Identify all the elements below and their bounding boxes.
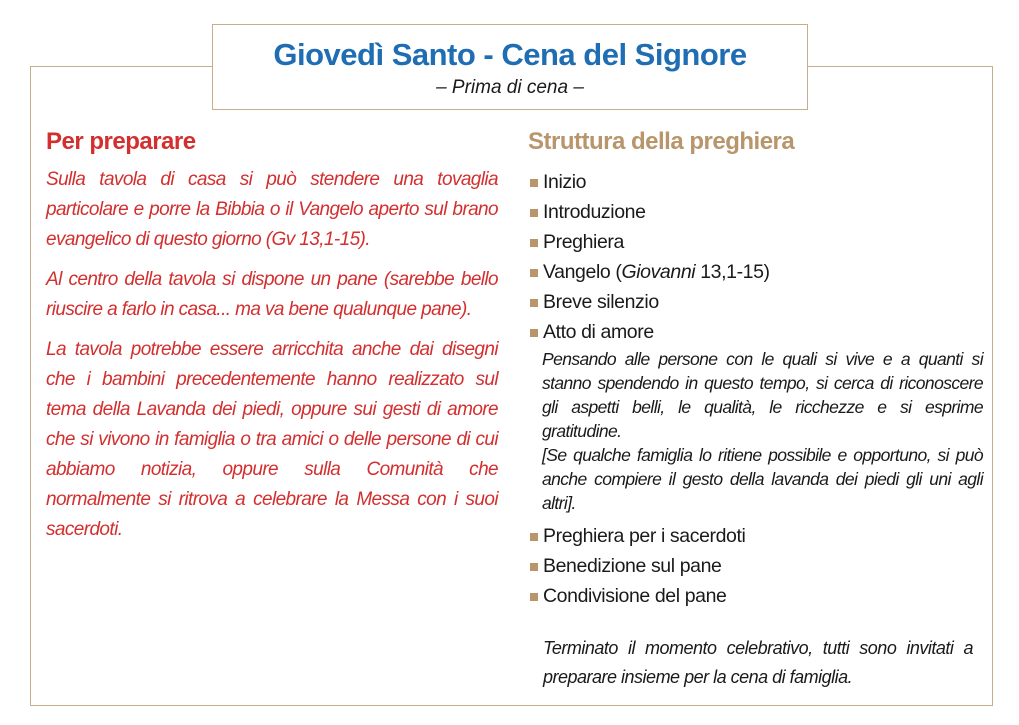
vangelo-prefix: Vangelo ( <box>543 261 622 283</box>
list-item-label: Condivisione del pane <box>543 585 727 607</box>
vangelo-suffix: 13,1-15) <box>695 261 770 283</box>
page-title: Giovedì Santo - Cena del Signore <box>273 37 747 72</box>
square-bullet-icon <box>530 209 538 217</box>
square-bullet-icon <box>530 533 538 541</box>
square-bullet-icon <box>530 269 538 277</box>
vangelo-book: Giovanni <box>621 261 696 283</box>
list-item-condivisione <box>528 581 983 611</box>
list-item-vangelo <box>528 257 983 287</box>
amore-note: Pensando alle persone con le quali si vive e a quanti si stanno spendendo in questo tempo, si cerca di riconoscere gli aspetti belli, le qualità, le ricchezze e si esprime gratitudine. <box>542 349 983 441</box>
list-item-label: Preghiera per i sacerdoti <box>543 525 746 547</box>
amore-note-bracket: [Se qualche famiglia lo ritiene possibile e opportuno, si può anche compiere il gesto della lavanda dei piedi gli uni agli altri]. <box>542 445 983 513</box>
structure-heading: Struttura della preghiera <box>528 128 795 155</box>
list-item-preghiera <box>528 227 983 257</box>
prepare-heading: Per preparare <box>46 128 196 155</box>
list-item-label: Atto di amore <box>543 321 654 343</box>
closing-note: Terminato il momento celebrativo, tutti sono invitati a preparare insieme per la cena di famiglia. <box>543 638 973 687</box>
square-bullet-icon <box>530 563 538 571</box>
list-item-sacerdoti <box>528 521 983 551</box>
list-item-benedizione <box>528 551 983 581</box>
prepare-paragraph-3: La tavola potrebbe essere arricchita anche dai disegni che i bambini precedentemente hanno realizzato sul tema della Lavanda dei piedi, oppure sui gesti di amore che si vivono in famiglia o tra amici o delle persone di cui abbiamo notizia, oppure sulla Comunità che normalmente si ritrova a celebrare la Messa con i suoi sacerdoti. <box>46 339 498 540</box>
square-bullet-icon <box>530 179 538 187</box>
list-item-amore <box>528 317 983 347</box>
list-item-label: Preghiera <box>543 231 624 253</box>
prepare-paragraph-2: Al centro della tavola si dispone un pane (sarebbe bello riuscire a farlo in casa... ma va bene qualunque pane). <box>46 269 498 320</box>
structure-list-continued <box>528 521 983 611</box>
square-bullet-icon <box>530 299 538 307</box>
page-subtitle: – Prima di cena – <box>436 77 584 98</box>
square-bullet-icon <box>530 239 538 247</box>
title-box <box>212 24 808 110</box>
list-item-label: Introduzione <box>543 201 646 223</box>
list-item-label: Benedizione sul pane <box>543 555 722 577</box>
square-bullet-icon <box>530 329 538 337</box>
list-item-silenzio <box>528 287 983 317</box>
list-item-label: Breve silenzio <box>543 291 659 313</box>
list-item-introduzione <box>528 197 983 227</box>
list-item-label: Inizio <box>543 171 587 193</box>
prepare-section <box>46 128 498 555</box>
list-item-inizio <box>528 167 983 197</box>
structure-section <box>528 128 983 611</box>
square-bullet-icon <box>530 593 538 601</box>
prepare-paragraph-1: Sulla tavola di casa si può stendere una tovaglia particolare e porre la Bibbia o il Vangelo aperto sul brano evangelico di questo giorno (Gv 13,1-15). <box>46 169 498 250</box>
structure-list <box>528 167 983 347</box>
